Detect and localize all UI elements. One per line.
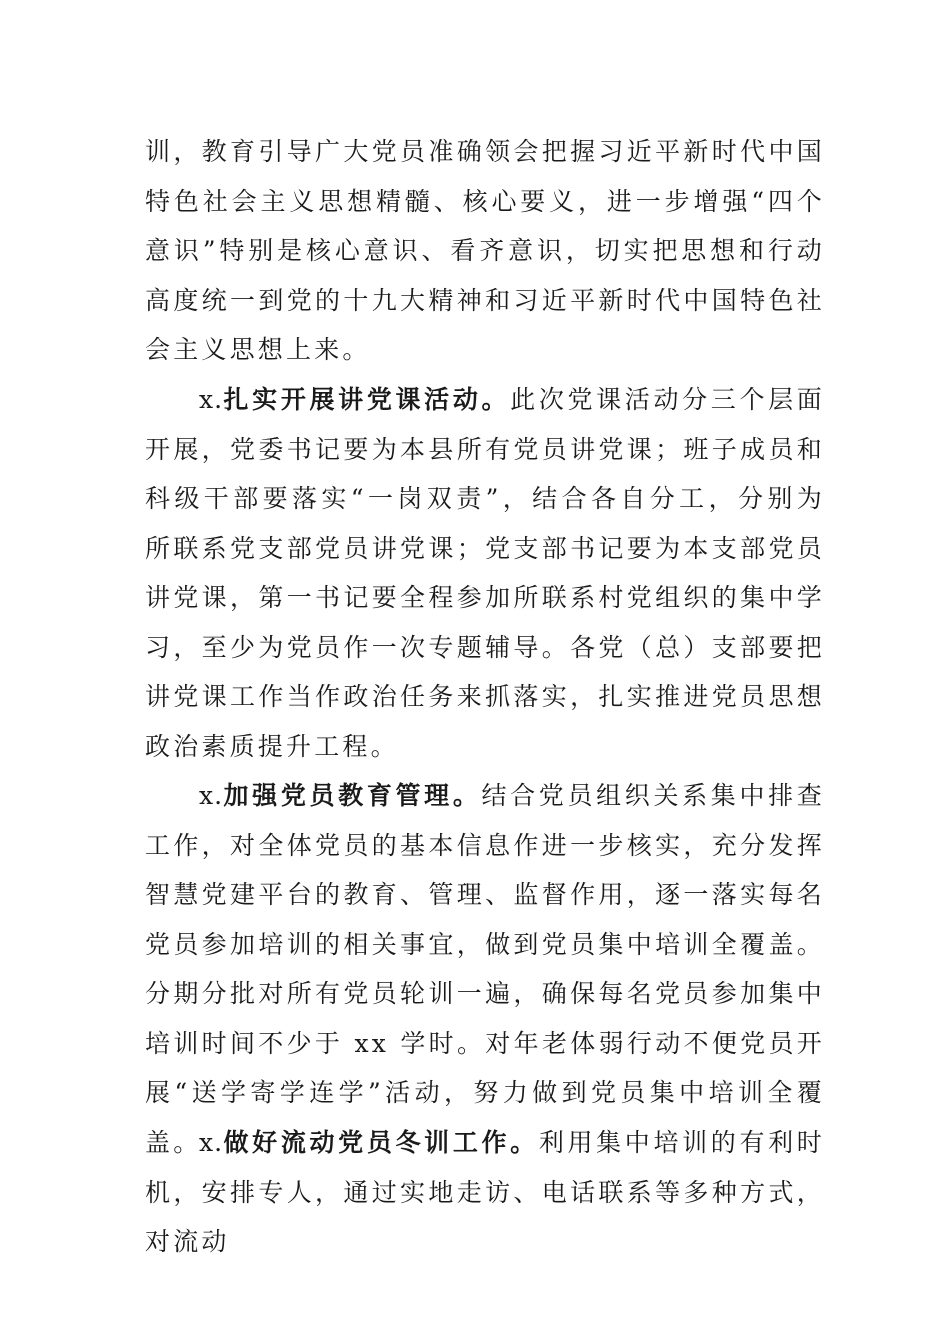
item-marker: x. bbox=[199, 1128, 224, 1157]
paragraph-education-management bbox=[145, 771, 825, 1167]
paragraph-body: 利用集中培训的有利时机，安排专人，通过实地走访、电话联系等多种方式，对流动 bbox=[145, 1128, 825, 1256]
paragraph-lecture-activity bbox=[145, 375, 825, 771]
paragraph-continuation bbox=[145, 127, 825, 375]
paragraph-heading: 扎实开展讲党课活动。 bbox=[223, 385, 511, 414]
item-marker: x. bbox=[199, 781, 224, 810]
paragraph-heading: 做好流动党员冬训工作。 bbox=[223, 1128, 539, 1157]
paragraph-body: 此次党课活动分三个层面开展，党委书记要为本县所有党员讲党课；班子成员和科级干部要落实“一岗双责”，结合各自分工，分别为所联系党支部党员讲党课；党支部书记要为本支部党员讲党课，第一书记要全程参加所联系村党组织的集中学习，至少为党员作一次专题辅导。各党（总）支部要把讲党课工作当作政治任务来抓落实，扎实推进党员思想政治素质提升工程。 bbox=[145, 385, 825, 761]
paragraph-body: 结合党员组织关系集中排查工作，对全体党员的基本信息作进一步核实，充分发挥智慧党建平台的教育、管理、监督作用，逐一落实每名党员参加培训的相关事宜，做到党员集中培训全覆盖。分期分批对所有党员轮训一遍，确保每名党员参加集中培训时间不少于 xx 学时。对年老体弱行动不便党员开展“送学寄学连学”活动，努力做到党员集中培训全覆盖。 bbox=[145, 781, 825, 1157]
item-marker: x. bbox=[199, 385, 224, 414]
paragraph-heading: 加强党员教育管理。 bbox=[223, 781, 482, 810]
paragraph-mobile-members bbox=[145, 1118, 825, 1267]
paragraph-body: 训，教育引导广大党员准确领会把握习近平新时代中国特色社会主义思想精髓、核心要义，进一步增强“四个意识”特别是核心意识、看齐意识，切实把思想和行动高度统一到党的十九大精神和习近平新时代中国特色社会主义思想上来。 bbox=[145, 137, 825, 364]
